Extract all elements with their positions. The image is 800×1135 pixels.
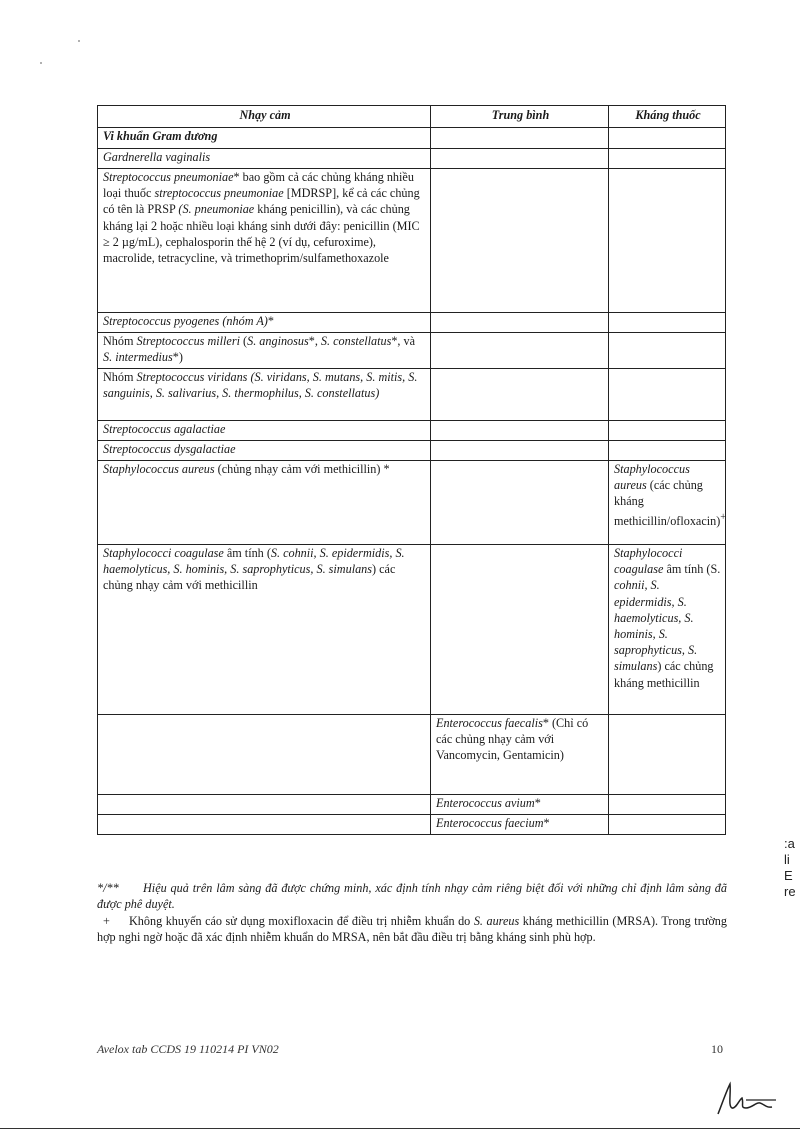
cell-resistant: Staphylococcus aureus (các chủng kháng methicillin/ofloxacin)+ [609,461,726,545]
cell-intermediate [431,149,609,169]
cell-intermediate [431,421,609,441]
cell-resistant [609,441,726,461]
cell-susceptible: Nhóm Streptococcus viridans (S. viridans, S. mutans, S. mitis, S. sanguinis, S. salivarius, S. thermophilus, S. constellatus) [98,369,431,421]
table-row [98,421,726,441]
cell-intermediate [431,313,609,333]
cell-susceptible: Staphylococci coagulase âm tính (S. cohnii, S. epidermidis, S. haemolyticus, S. hominis, S. saprophyticus, S. simulans) các chủng nhạy cảm với methicillin [98,545,431,715]
footnote-marker: */** [97,881,119,895]
table-row [98,545,726,715]
cell-susceptible: Streptococcus dysgalactiae [98,441,431,461]
signature-mark [706,1078,786,1118]
cell-resistant [609,815,726,835]
cell-susceptible [98,815,431,835]
cell-resistant [609,313,726,333]
cell-susceptible: Streptococcus pneumoniae* bao gồm cả các chủng kháng nhiều loại thuốc streptococcus pneumoniae [MDRSP], kể cả các chủng có tên là PRSP (S. pneumoniae kháng penicillin), và các chủng kháng lại 2 hoặc nhiều loại kháng sinh dưới đây: penicillin (MIC ≥ 2 µg/mL), cephalosporin thế hệ 2 (ví dụ, cefuroxime), macrolide, tetracycline, và trimethoprim/sulfamethoxazole [98,169,431,313]
cell-resistant [609,715,726,795]
page-number: 10 [711,1042,723,1056]
cell-resistant: Staphylococci coagulase âm tính (S. cohnii, S. epidermidis, S. haemolyticus, S. hominis, S. saprophyticus, S. simulans) các chủng kháng methicillin [609,545,726,715]
cell-intermediate: Enterococcus faecalis* (Chỉ có các chủng nhạy cảm với Vancomycin, Gentamicin) [431,715,609,795]
edge-fragment: E [784,868,793,883]
table-row [98,369,726,421]
document-code: Avelox tab CCDS 19 110214 PI VN02 [97,1042,279,1056]
cell-susceptible: Streptococcus pyogenes (nhóm A)* [98,313,431,333]
cell-resistant [609,421,726,441]
cell-susceptible: Streptococcus agalactiae [98,421,431,441]
cell-intermediate [431,461,609,545]
footnotes [97,880,727,946]
page-footer [97,1042,727,1057]
cell-resistant [609,795,726,815]
cell-intermediate [431,333,609,369]
cell-intermediate [431,545,609,715]
edge-fragment: re [784,884,796,899]
edge-fragment: :a [784,836,795,851]
table-row [98,149,726,169]
section-row [98,128,726,149]
cell-resistant [609,169,726,313]
header-intermediate: Trung bình [431,106,609,128]
cell-susceptible: Staphylococcus aureus (chủng nhạy cảm với methicillin) * [98,461,431,545]
cell-intermediate [431,441,609,461]
table-row [98,461,726,545]
scan-speck [40,62,42,64]
cell-susceptible: Nhóm Streptococcus milleri (S. anginosus*, S. constellatus*, và S. intermedius*) [98,333,431,369]
table-row [98,795,726,815]
cell-susceptible [98,795,431,815]
susceptibility-table [97,105,726,835]
table-header-row [98,106,726,128]
cell-resistant [609,333,726,369]
section-title: Vi khuẩn Gram dương [98,128,431,149]
cell-susceptible: Gardnerella vaginalis [98,149,431,169]
footnote-mrsa [97,913,727,945]
cell-intermediate [431,369,609,421]
header-resistant: Kháng thuốc [609,106,726,128]
table-row [98,313,726,333]
edge-fragment: li [784,852,790,867]
table-row [98,715,726,795]
cell-resistant [609,149,726,169]
table-row [98,815,726,835]
footnote-text: Không khuyến cáo sử dụng moxifloxacin để điều trị nhiễm khuẩn do S. aureus kháng methicillin (MRSA). Trong trường hợp nghi ngờ hoặc đã xác định nhiễm khuẩn do MRSA, nên bắt đầu điều trị bằng kháng sinh phù hợp. [97,914,727,944]
header-susceptible: Nhạy cảm [98,106,431,128]
footnote-text: Hiệu quả trên lâm sàng đã được chứng minh, xác định tính nhạy cảm riêng biệt đối với những chỉ định lâm sàng đã được phê duyệt. [97,881,727,911]
cell-intermediate: Enterococcus faecium* [431,815,609,835]
bottom-rule [0,1128,800,1129]
scan-speck [78,40,80,42]
cell-intermediate: Enterococcus avium* [431,795,609,815]
table-row [98,169,726,313]
cell-intermediate [431,169,609,313]
table-row [98,441,726,461]
footnote-marker: + [103,914,110,928]
table-row [98,333,726,369]
footnote-efficacy [97,880,727,912]
cell-susceptible [98,715,431,795]
cell-resistant [609,369,726,421]
